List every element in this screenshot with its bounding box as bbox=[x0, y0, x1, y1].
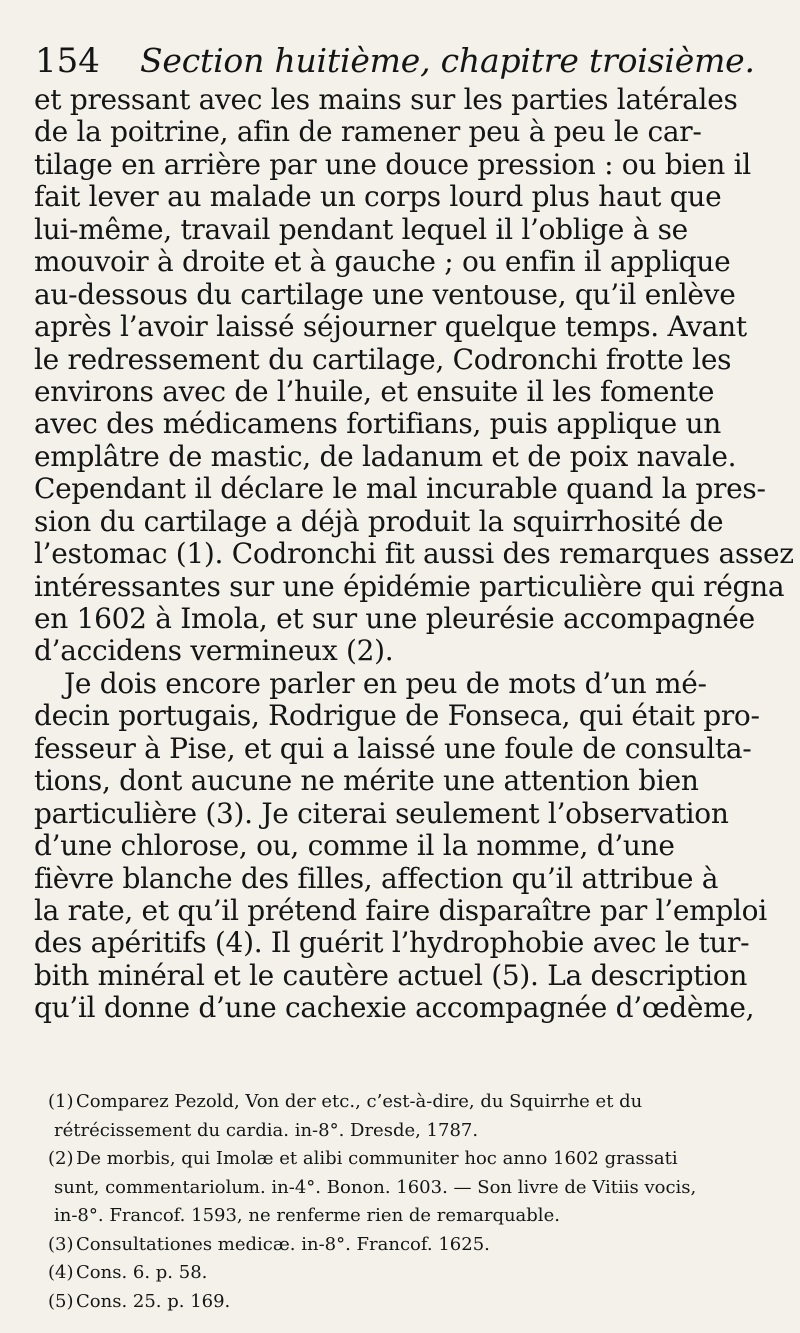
footnotes bbox=[48, 1088, 768, 1316]
footnote-text: Consultationes medicæ. in-8°. Francof. 1625. bbox=[76, 1233, 490, 1255]
footnote-text: Cons. 6. p. 58. bbox=[76, 1262, 208, 1283]
footnote-text: Cons. 25. p. 169. bbox=[76, 1290, 231, 1312]
text-line: emplâtre de mastic, de ladanum et de poix navale. bbox=[34, 439, 737, 473]
footnote-text: Comparez Pezold, Von der etc., c’est-à-dire, du Squirrhe et du bbox=[76, 1091, 643, 1112]
text-line: le redressement du cartilage, Codronchi frotte les bbox=[34, 342, 732, 376]
text-line: tilage en arrière par une douce pression : ou bien il bbox=[34, 147, 751, 181]
text-line: d’accidens vermineux (2). bbox=[34, 634, 394, 668]
footnote bbox=[48, 1145, 768, 1174]
footnote-continuation: sunt, commentariolum. in-4°. Bonon. 1603. — Son livre de Vitiis vocis, bbox=[54, 1176, 697, 1198]
text-line: intéressantes sur une épidémie particulière qui régna bbox=[34, 569, 785, 603]
text-line: de la poitrine, afin de ramener peu à peu le car- bbox=[34, 115, 702, 149]
text-line: la rate, et qu’il prétend faire disparaître par l’emploi bbox=[34, 893, 767, 927]
footnote bbox=[48, 1231, 768, 1260]
text-line: qu’il donne d’une cachexie accompagnée d’œdème, bbox=[34, 991, 755, 1025]
footnote-marker: (2) bbox=[48, 1148, 74, 1169]
running-head: Section huitième, chapitre troisième. bbox=[140, 41, 755, 80]
text-line: fesseur à Pise, et qui a laissé une foule de consulta- bbox=[34, 731, 752, 765]
paragraph-first-line: Je dois encore parler en peu de mots d’un mé- bbox=[64, 666, 707, 700]
footnote-marker: (5) bbox=[48, 1290, 74, 1312]
footnote-marker: (1) bbox=[48, 1091, 74, 1112]
footnote bbox=[48, 1259, 768, 1288]
text-line: et pressant avec les mains sur les parties latérales bbox=[34, 83, 738, 116]
footnote bbox=[48, 1288, 768, 1317]
text-line: particulière (3). Je citerai seulement l’observation bbox=[34, 796, 729, 830]
text-line: fièvre blanche des filles, affection qu’il attribue à bbox=[34, 861, 719, 895]
text-line: en 1602 à Imola, et sur une pleurésie accompagnée bbox=[34, 602, 755, 635]
footnote-continuation: rétrécissement du cardia. in-8°. Dresde, 1787. bbox=[54, 1119, 479, 1141]
footnote-marker: (3) bbox=[48, 1233, 74, 1255]
text-line: d’une chlorose, ou, comme il la nomme, d’une bbox=[34, 829, 675, 863]
main-text bbox=[34, 83, 794, 1025]
text-line: fait lever au malade un corps lourd plus haut que bbox=[34, 180, 722, 214]
text-line: environs avec de l’huile, et ensuite il les fomente bbox=[34, 374, 715, 408]
footnote-text: De morbis, qui Imolæ et alibi communiter hoc anno 1602 grassati bbox=[76, 1148, 678, 1169]
text-line: decin portugais, Rodrigue de Fonseca, qui était pro- bbox=[34, 699, 760, 733]
text-line: au-dessous du cartilage une ventouse, qu’il enlève bbox=[34, 277, 736, 311]
text-line: lui-même, travail pendant lequel il l’oblige à se bbox=[34, 212, 688, 246]
page-header bbox=[35, 38, 775, 88]
text-line: tions, dont aucune ne mérite une attention bien bbox=[34, 764, 699, 798]
footnote-continuation: in-8°. Francof. 1593, ne renferme rien de remarquable. bbox=[54, 1205, 560, 1226]
text-line: l’estomac (1). Codronchi fit aussi des remarques assez bbox=[34, 537, 794, 571]
text-line: Cependant il déclare le mal incurable quand la pres- bbox=[34, 472, 766, 506]
page-number: 154 bbox=[35, 41, 100, 81]
text-line: avec des médicamens fortifians, puis applique un bbox=[34, 407, 721, 441]
footnote-marker: (4) bbox=[48, 1262, 74, 1283]
text-line: sion du cartilage a déjà produit la squirrhosité de bbox=[34, 504, 724, 538]
text-line: bith minéral et le cautère actuel (5). La description bbox=[34, 958, 748, 992]
footnote bbox=[48, 1088, 768, 1117]
text-line: des apéritifs (4). Il guérit l’hydrophobie avec le tur- bbox=[34, 926, 750, 960]
text-line: après l’avoir laissé séjourner quelque temps. Avant bbox=[34, 310, 747, 344]
text-line: mouvoir à droite et à gauche ; ou enfin il applique bbox=[34, 245, 731, 279]
